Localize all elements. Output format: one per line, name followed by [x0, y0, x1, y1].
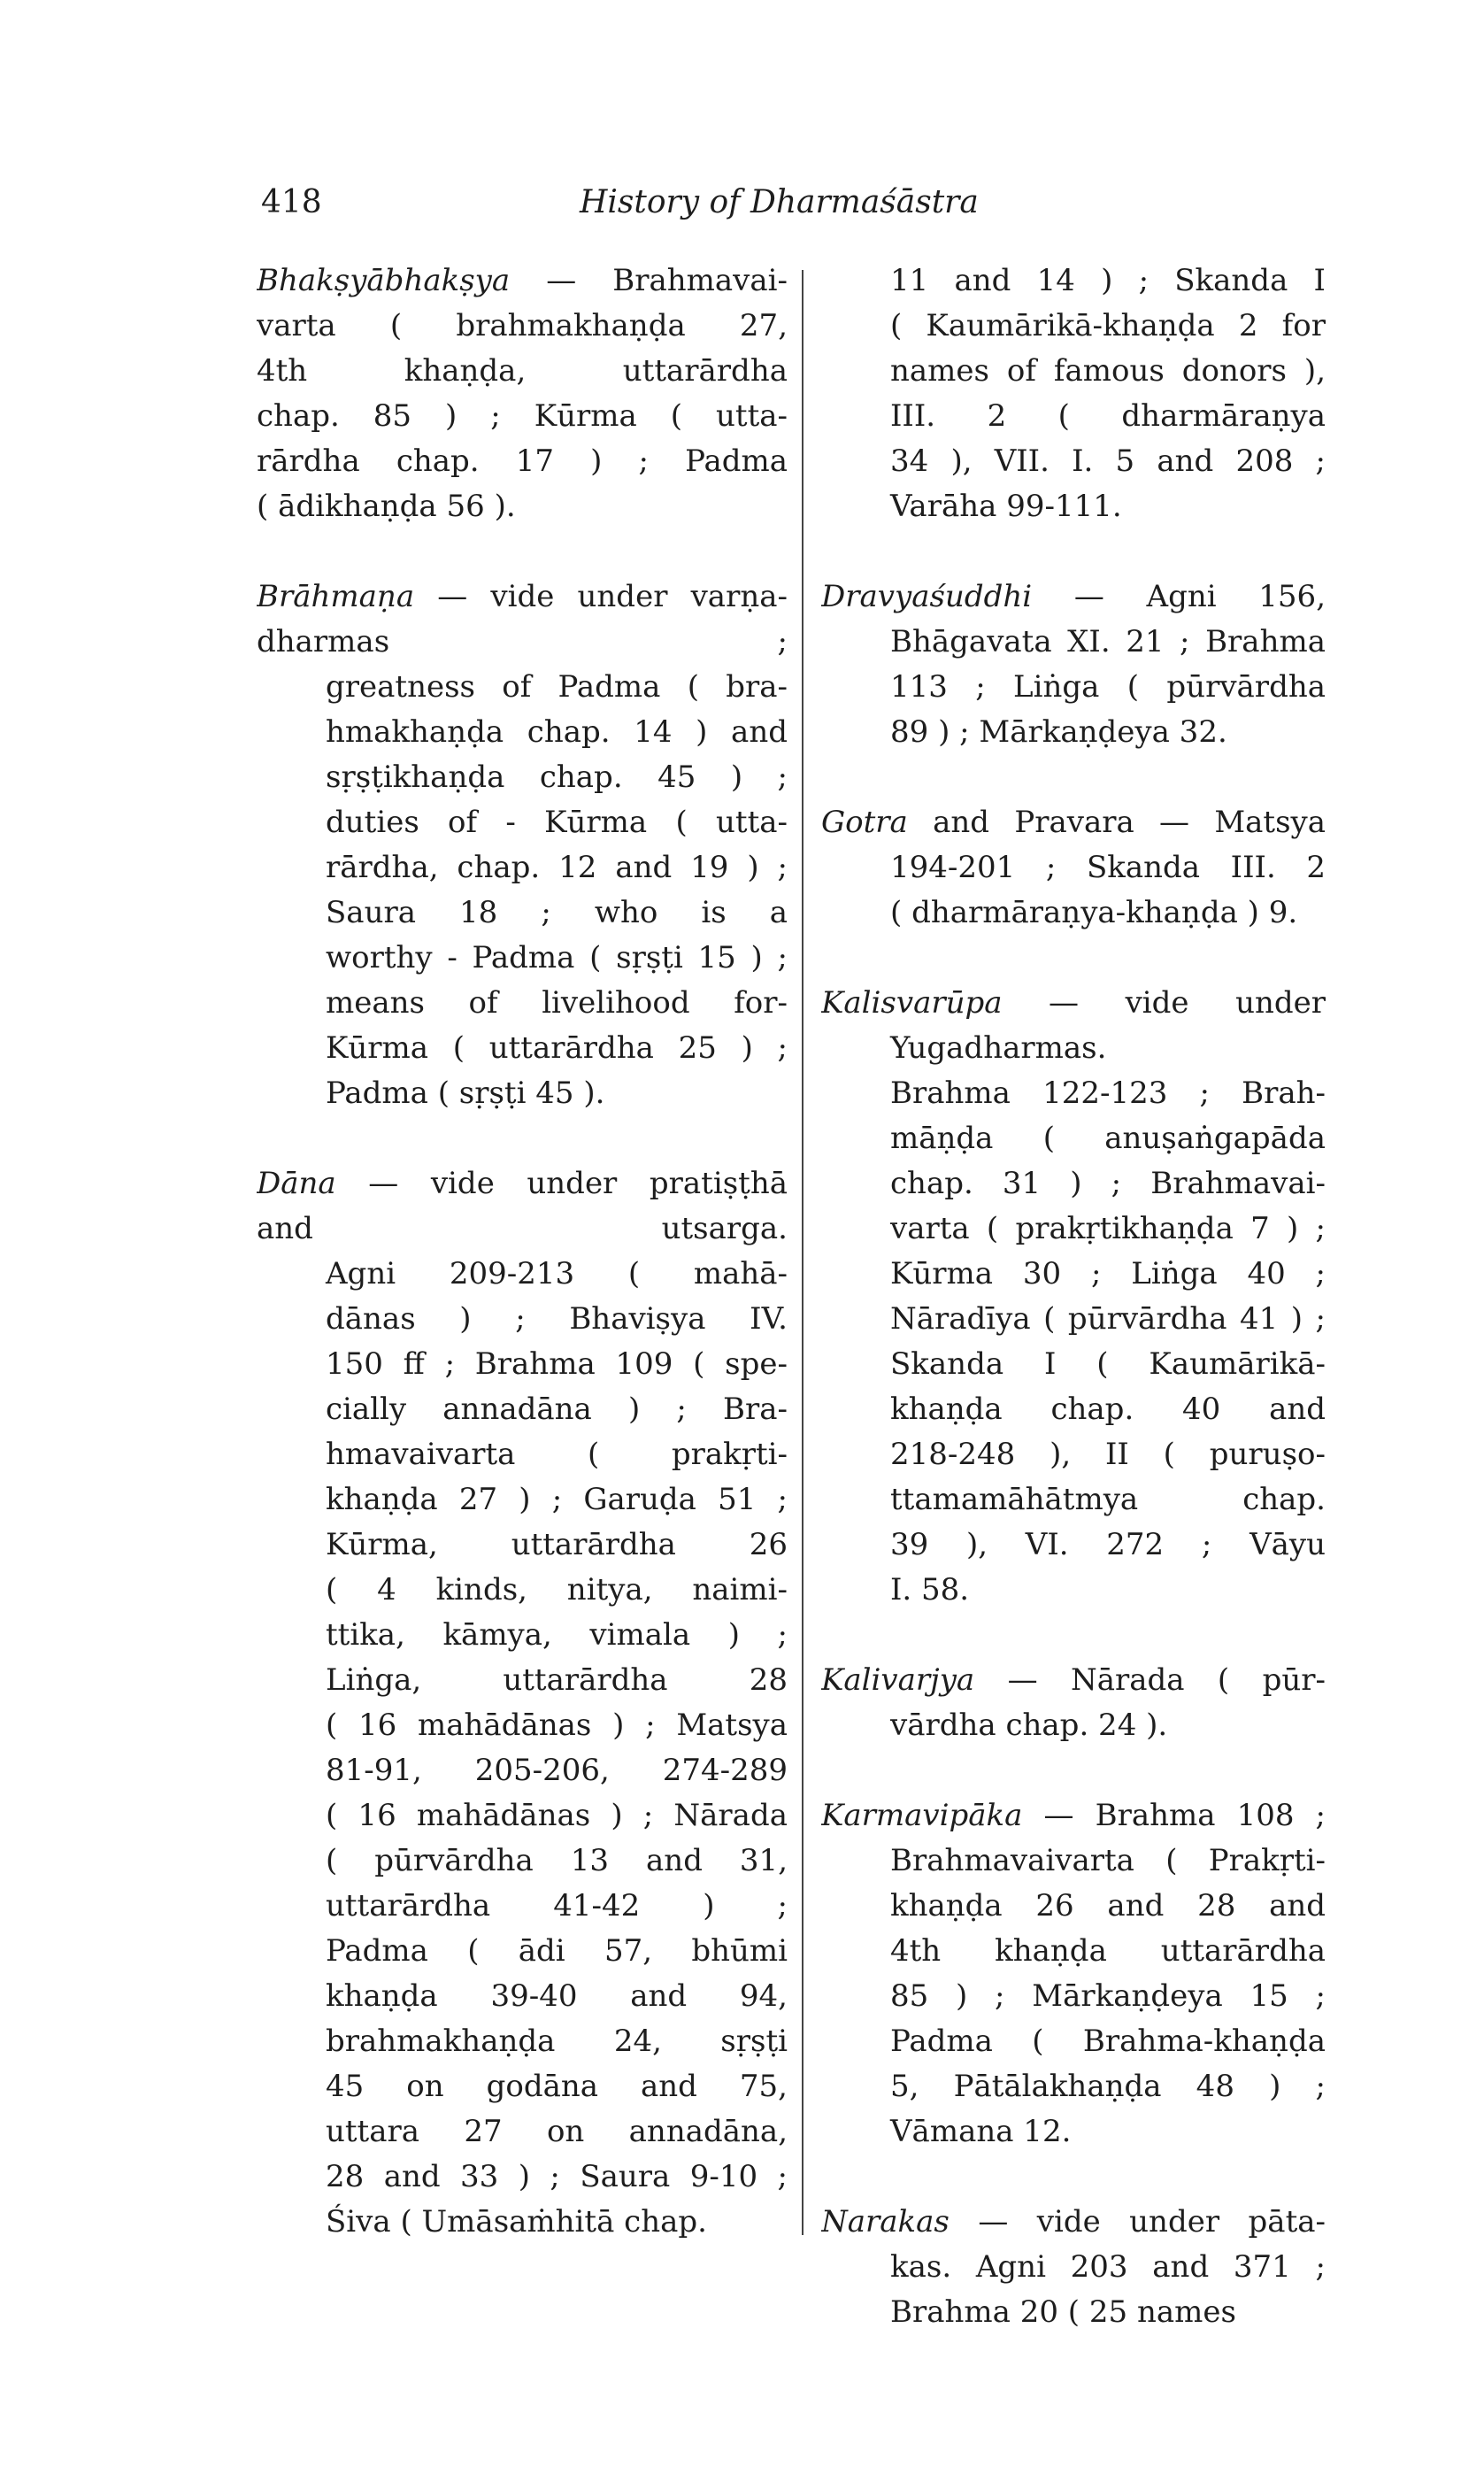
entry-line: [821, 1207, 1326, 1252]
right-column: [821, 258, 1326, 2380]
entry-line: [821, 1929, 1326, 1974]
entry-line: [257, 1071, 788, 1116]
entry-line: [821, 349, 1326, 394]
entry-line: [257, 2109, 788, 2155]
entry-line: [821, 304, 1326, 349]
entry-text: — Brahma 108 ;: [1022, 1798, 1326, 1833]
entry-headword: Dravyaśuddhi: [821, 579, 1033, 614]
entry-line: [257, 1974, 788, 2019]
entry-text: māṇḍa ( anuṣaṅgapāda: [890, 1121, 1326, 1156]
entry-text: means of livelihood for-: [326, 985, 788, 1021]
entry-line: [257, 2155, 788, 2200]
entry-text: Vāmana 12.: [890, 2114, 1072, 2149]
index-entry: [821, 574, 1326, 755]
entry-line: [821, 890, 1326, 936]
entry-text: ( 16 mahādānas ) ; Nārada: [326, 1798, 788, 1833]
entry-headword: Brāhmaṇa: [257, 579, 415, 614]
entry-line: [821, 1523, 1326, 1568]
left-column: [257, 258, 788, 2290]
entry-line: [821, 1116, 1326, 1161]
entry-line: [821, 1252, 1326, 1297]
index-entry: [821, 1793, 1326, 2155]
entry-line: [257, 1793, 788, 1839]
entry-text: Liṅga, uttarārdha 28: [326, 1662, 788, 1698]
entry-text: 11 and 14 ) ; Skanda I: [890, 263, 1326, 298]
entry-text: 113 ; Liṅga ( pūrvārdha: [890, 669, 1326, 705]
entry-line: [821, 1839, 1326, 1884]
entry-text: 194-201 ; Skanda III. 2: [890, 850, 1326, 885]
entry-text: 4th khaṇḍa uttarārdha: [890, 1933, 1326, 1969]
entry-line: [257, 304, 788, 349]
entry-headword: Bhakṣyābhakṣya: [257, 263, 511, 298]
entry-text: — Brahmavai-: [510, 263, 788, 298]
entry-line: [257, 1658, 788, 1703]
entry-line: [257, 665, 788, 710]
entry-line: [257, 1748, 788, 1793]
running-title: History of Dharmaśāstra: [580, 184, 979, 220]
entry-text: kas. Agni 203 and 371 ;: [890, 2249, 1326, 2285]
entry-text: and utsarga.: [257, 1211, 788, 1246]
index-entry: [257, 258, 788, 529]
entry-text: — Agni 156,: [1032, 579, 1326, 614]
entry-line: [821, 2290, 1326, 2335]
entry-text: — vide under pāta-: [949, 2204, 1326, 2240]
entry-line: [821, 1974, 1326, 2019]
entry-line: [821, 620, 1326, 665]
entry-text: dānas ) ; Bhaviṣya IV.: [326, 1301, 788, 1337]
entry-headword: Dāna: [257, 1166, 336, 1201]
entry-line: [821, 1387, 1326, 1432]
entry-text: Padma ( sṛṣṭi 45 ).: [326, 1075, 605, 1111]
entry-text: ( 16 mahādānas ) ; Matsya: [326, 1708, 788, 1743]
index-entry: [821, 800, 1326, 936]
entry-text: ( ādikhaṇḍa 56 ).: [257, 489, 516, 524]
entry-line: [257, 2019, 788, 2064]
entry-text: Saura 18 ; who is a: [326, 895, 788, 930]
entry-line: [821, 2064, 1326, 2109]
entry-text: names of famous donors ),: [890, 353, 1326, 389]
entry-line: [257, 755, 788, 800]
entry-line: [257, 1161, 788, 1207]
entry-text: Śiva ( Umāsaṁhitā chap.: [326, 2204, 707, 2240]
entry-line: [257, 1252, 788, 1297]
entry-line: [257, 1568, 788, 1613]
entry-line: [257, 484, 788, 529]
entry-line: [257, 574, 788, 620]
entry-line: [821, 2245, 1326, 2290]
entry-text: Nāradīya ( pūrvārdha 41 ) ;: [890, 1301, 1326, 1337]
entry-text: — Nārada ( pūr-: [974, 1662, 1326, 1698]
entry-text: Skanda I ( Kaumārikā-: [890, 1346, 1326, 1382]
entry-text: — vide under: [1002, 985, 1326, 1021]
entry-text: 28 and 33 ) ; Saura 9-10 ;: [326, 2159, 788, 2194]
entry-text: uttarārdha 41-42 ) ;: [326, 1888, 788, 1923]
index-entry: [821, 258, 1326, 529]
entry-text: I. 58.: [890, 1572, 970, 1607]
entry-line: [257, 1477, 788, 1523]
entry-line: [257, 620, 788, 665]
entry-text: Kūrma, uttarārdha 26: [326, 1527, 788, 1562]
entry-line: [257, 2064, 788, 2109]
entry-line: [257, 1297, 788, 1342]
entry-headword: Kalivarjya: [821, 1662, 975, 1698]
entry-text: brahmakhaṇḍa 24, sṛṣṭi: [326, 2024, 788, 2059]
entry-text: chap. 85 ) ; Kūrma ( utta-: [257, 398, 788, 434]
column-divider: [802, 270, 804, 2235]
entry-line: [821, 2109, 1326, 2155]
entry-line: [821, 1026, 1326, 1071]
entry-line: [257, 2200, 788, 2245]
index-entry: [821, 2200, 1326, 2335]
entry-line: [821, 845, 1326, 890]
entry-headword: Narakas: [821, 2204, 950, 2240]
entry-headword: Karmavipāka: [821, 1798, 1023, 1833]
entry-text: Kūrma ( uttarārdha 25 ) ;: [326, 1030, 788, 1066]
entry-text: and Pravara — Matsya: [907, 805, 1326, 840]
entry-text: varta ( prakṛtikhaṇḍa 7 ) ;: [890, 1211, 1326, 1246]
entry-text: Padma ( Brahma-khaṇḍa: [890, 2024, 1326, 2059]
entry-text: hmavaivarta ( prakṛti-: [326, 1437, 788, 1472]
entry-text: cially annadāna ) ; Bra-: [326, 1392, 788, 1427]
entry-line: [257, 258, 788, 304]
entry-text: Yugadharmas.: [890, 1030, 1107, 1066]
entry-text: III. 2 ( dharmāraṇya: [890, 398, 1326, 434]
entry-text: 89 ) ; Mārkaṇḍeya 32.: [890, 714, 1227, 750]
entry-text: rārdha chap. 17 ) ; Padma: [257, 443, 788, 479]
entry-text: khaṇḍa 26 and 28 and: [890, 1888, 1326, 1923]
entry-text: ( Kaumārikā-khaṇḍa 2 for: [890, 308, 1326, 343]
entry-text: ttika, kāmya, vimala ) ;: [326, 1617, 788, 1653]
entry-text: vārdha chap. 24 ).: [890, 1708, 1168, 1743]
entry-text: 34 ), VII. I. 5 and 208 ;: [890, 443, 1326, 479]
entry-line: [257, 1387, 788, 1432]
entry-headword: Gotra: [821, 805, 908, 840]
entry-line: [257, 890, 788, 936]
entry-line: [821, 484, 1326, 529]
entry-line: [821, 1477, 1326, 1523]
entry-line: [821, 665, 1326, 710]
entry-line: [821, 574, 1326, 620]
entry-line: [257, 981, 788, 1026]
entry-text: 150 ff ; Brahma 109 ( spe-: [326, 1346, 788, 1382]
entry-line: [821, 710, 1326, 755]
entry-text: 218-248 ), II ( puruṣo-: [890, 1437, 1326, 1472]
entry-line: [821, 800, 1326, 845]
entry-text: 45 on godāna and 75,: [326, 2069, 788, 2104]
entry-line: [821, 1703, 1326, 1748]
entry-text: greatness of Padma ( bra-: [326, 669, 788, 705]
page-header: [261, 184, 1261, 228]
entry-text: uttara 27 on annadāna,: [326, 2114, 788, 2149]
entry-line: [257, 1432, 788, 1477]
entry-text: Agni 209-213 ( mahā-: [326, 1256, 788, 1291]
entry-line: [257, 1703, 788, 1748]
entry-line: [257, 1839, 788, 1884]
entry-text: ( pūrvārdha 13 and 31,: [326, 1843, 788, 1878]
entry-text: khaṇḍa chap. 40 and: [890, 1392, 1326, 1427]
entry-line: [821, 1297, 1326, 1342]
entry-line: [821, 981, 1326, 1026]
entry-text: Brahmavaivarta ( Prakṛti-: [890, 1843, 1326, 1878]
entry-line: [821, 2200, 1326, 2245]
entry-line: [257, 800, 788, 845]
entry-text: 5, Pātālakhaṇḍa 48 ) ;: [890, 2069, 1326, 2104]
page-number: 418: [261, 184, 322, 220]
entry-line: [821, 394, 1326, 439]
entry-line: [257, 936, 788, 981]
entry-text: Brahma 122-123 ; Brah-: [890, 1075, 1326, 1111]
entry-line: [821, 1568, 1326, 1613]
entry-text: dharmas ;: [257, 624, 788, 659]
entry-text: duties of - Kūrma ( utta-: [326, 805, 788, 840]
entry-text: khaṇḍa 27 ) ; Garuḍa 51 ;: [326, 1482, 788, 1517]
entry-line: [257, 1207, 788, 1252]
entry-line: [257, 1929, 788, 1974]
entry-line: [821, 258, 1326, 304]
entry-text: Brahma 20 ( 25 names: [890, 2294, 1236, 2330]
entry-line: [257, 1026, 788, 1071]
entry-line: [257, 1523, 788, 1568]
entry-line: [257, 394, 788, 439]
entry-line: [821, 439, 1326, 484]
entry-line: [821, 1884, 1326, 1929]
entry-text: chap. 31 ) ; Brahmavai-: [890, 1166, 1326, 1201]
entry-text: Kūrma 30 ; Liṅga 40 ;: [890, 1256, 1326, 1291]
entry-line: [821, 1658, 1326, 1703]
entry-text: 85 ) ; Mārkaṇḍeya 15 ;: [890, 1978, 1326, 2014]
entry-text: ttamamāhātmya chap.: [890, 1482, 1326, 1517]
index-entry: [821, 1658, 1326, 1748]
entry-line: [821, 1793, 1326, 1839]
entry-text: — vide under varṇa-: [414, 579, 788, 614]
entry-text: Varāha 99-111.: [890, 489, 1122, 524]
entry-line: [821, 1071, 1326, 1116]
index-entry: [257, 1161, 788, 2245]
entry-line: [821, 1432, 1326, 1477]
entry-line: [821, 1342, 1326, 1387]
entry-line: [821, 2019, 1326, 2064]
entry-line: [257, 1613, 788, 1658]
entry-text: Bhāgavata XI. 21 ; Brahma: [890, 624, 1326, 659]
entry-text: khaṇḍa 39-40 and 94,: [326, 1978, 788, 2014]
entry-text: — vide under pratiṣṭhā: [335, 1166, 788, 1201]
index-entry: [257, 574, 788, 1116]
entry-line: [257, 1342, 788, 1387]
entry-text: 81-91, 205-206, 274-289: [326, 1753, 788, 1788]
entry-headword: Kalisvarūpa: [821, 985, 1003, 1021]
entry-text: varta ( brahmakhaṇḍa 27,: [257, 308, 788, 343]
index-entry: [821, 981, 1326, 1613]
entry-text: 4th khaṇḍa, uttarārdha: [257, 353, 788, 389]
entry-line: [257, 1884, 788, 1929]
entry-line: [257, 439, 788, 484]
entry-text: sṛṣṭikhaṇḍa chap. 45 ) ;: [326, 759, 788, 795]
entry-text: worthy - Padma ( sṛṣṭi 15 ) ;: [326, 940, 788, 975]
entry-text: hmakhaṇḍa chap. 14 ) and: [326, 714, 788, 750]
entry-line: [257, 710, 788, 755]
entry-text: 39 ), VI. 272 ; Vāyu: [890, 1527, 1326, 1562]
entry-text: ( dharmāraṇya-khaṇḍa ) 9.: [890, 895, 1298, 930]
entry-line: [821, 1161, 1326, 1207]
entry-text: ( 4 kinds, nitya, naimi-: [326, 1572, 788, 1607]
entry-line: [257, 845, 788, 890]
entry-line: [257, 349, 788, 394]
entry-text: rārdha, chap. 12 and 19 ) ;: [326, 850, 788, 885]
entry-text: Padma ( ādi 57, bhūmi: [326, 1933, 788, 1969]
